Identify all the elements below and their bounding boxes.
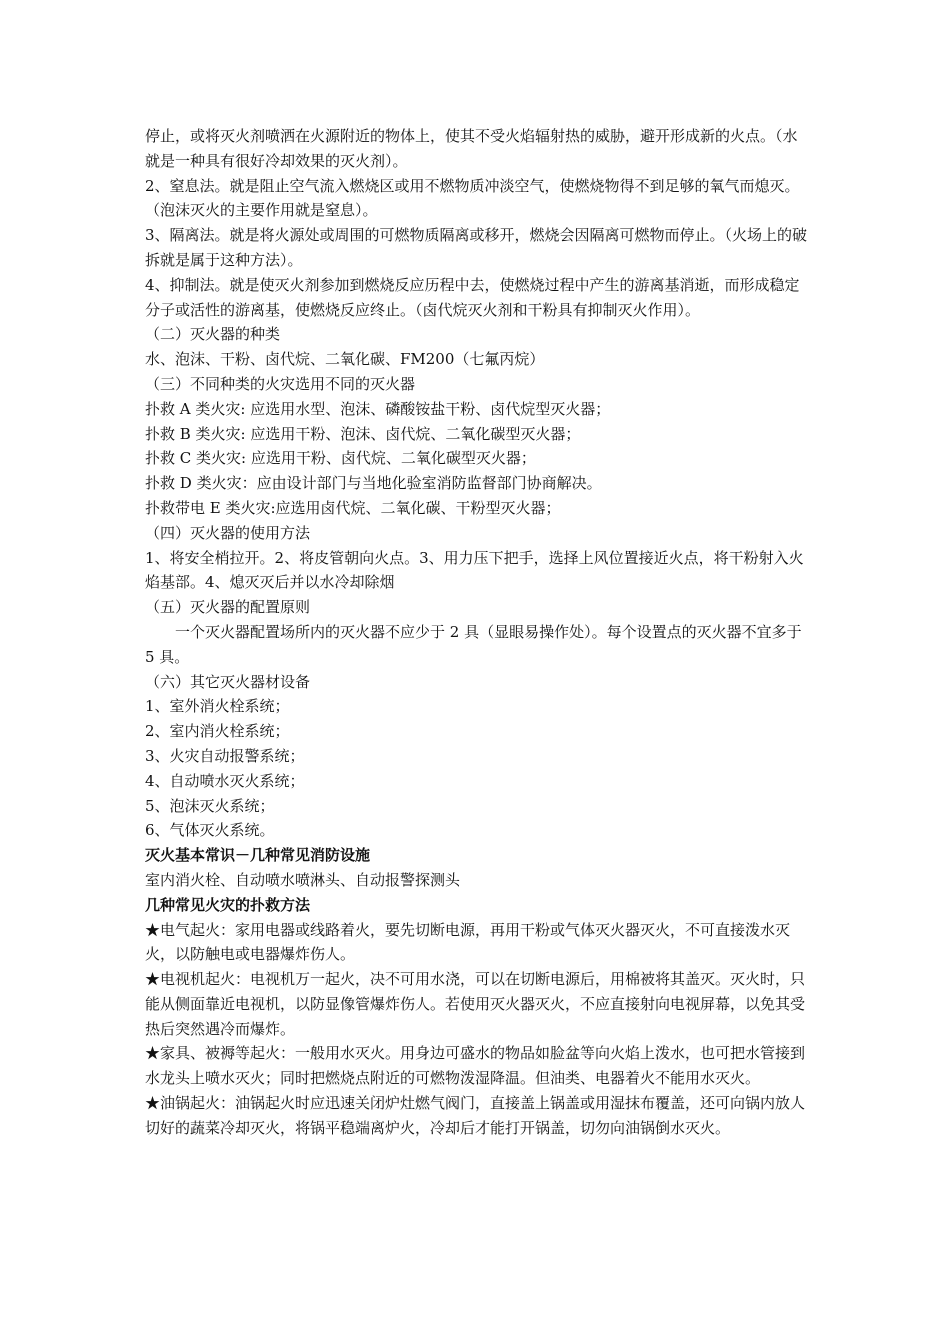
facilities-text: 室内消火栓、自动喷水喷淋头、自动报警探测头	[145, 870, 461, 889]
list-item: 6、气体灭火系统。	[145, 821, 275, 840]
rescue-item: ★电视机起火：电视机万一起火，决不可用水浇，可以在切断电源后，用棉被将其盖灭。灭火时，只能从侧面靠近电视机，以防显像管爆炸伤人。若使用灭火器灭火，不应直接射向电视屏幕，以免其受热后突然遇冷而爆炸。	[145, 970, 806, 1038]
paragraph: 2、窒息法。就是阻止空气流入燃烧区或用不燃物质冲淡空气，使燃烧物得不到足够的氧气而熄灭。（泡沫灭火的主要作用就是窒息）。	[145, 176, 800, 220]
rescue-item: ★电气起火：家用电器或线路着火，要先切断电源，再用干粉或气体灭火器灭火，不可直接泼水灭火，以防触电或电器爆炸伤人。	[145, 920, 791, 964]
rescue-heading: 几种常见火灾的扑救方法	[145, 895, 311, 914]
list-item: 2、室内消火栓系统；	[145, 722, 290, 741]
section-heading: （六）其它灭火器材设备	[145, 672, 311, 691]
paragraph: 扑救 B 类火灾: 应选用干粉、泡沫、卤代烷、二氧化碳型灭火器；	[145, 424, 581, 443]
list-item: 1、室外消火栓系统；	[145, 697, 290, 716]
paragraph: 1、将安全梢拉开。2、将皮管朝向火点。3、用力压下把手，选择上风位置接近火点，将干粉射入火焰基部。4、熄灭灭后并以水冷却除烟	[145, 548, 804, 592]
section-heading: （三）不同种类的火灾选用不同的灭火器	[145, 374, 416, 393]
list-item: 4、自动喷水灭火系统；	[145, 771, 305, 790]
section-heading: （二）灭火器的种类	[145, 325, 281, 344]
rescue-item: ★油锅起火：油锅起火时应迅速关闭炉灶燃气阀门，直接盖上锅盖或用湿抹布覆盖，还可向锅内放人切好的蔬菜冷却灭火，将锅平稳端离炉火，冷却后才能打开锅盖，切勿向油锅倒水灭火。	[145, 1094, 806, 1137]
paragraph: 扑救 D 类火灾：应由设计部门与当地化验室消防监督部门协商解决。	[145, 474, 602, 493]
paragraph: 停止，或将灭火剂喷洒在火源附近的物体上，使其不受火焰辐射热的威胁，避开形成新的火点。（水就是一种具有很好冷却效果的灭火剂）。	[145, 127, 798, 170]
paragraph: 3、隔离法。就是将火源处或周围的可燃物质隔离或移开，燃烧会因隔离可燃物而停止。（火场上的破拆就是属于这种方法）。	[145, 226, 808, 269]
rescue-item: ★家具、被褥等起火：一般用水灭火。用身边可盛水的物品如脸盆等向火焰上泼水，也可把水管接到水龙头上喷水灭火；同时把燃烧点附近的可燃物泼湿降温。但油类、电器着火不能用水灭火。	[145, 1044, 806, 1088]
list-item: 5、泡沫灭火系统；	[145, 796, 275, 815]
section-heading: （五）灭火器的配置原则	[145, 598, 311, 617]
section-heading: （四）灭火器的使用方法	[145, 523, 311, 542]
paragraph: 扑救 A 类火灾: 应选用水型、泡沫、磷酸铵盐干粉、卤代烷型灭火器；	[145, 399, 611, 418]
paragraph: 扑救带电 E 类火灾:应选用卤代烷、二氧化碳、干粉型灭火器；	[145, 498, 561, 517]
config-paragraph: 一个灭火器配置场所内的灭火器不应少于 2 具（显眼易操作处）。每个设置点的灭火器不宜多于 5 具。	[145, 622, 802, 666]
facilities-heading: 灭火基本常识－几种常见消防设施	[145, 846, 371, 865]
paragraph: 扑救 C 类火灾: 应选用干粉、卤代烷、二氧化碳型灭火器；	[145, 449, 536, 468]
document-body	[145, 124, 811, 1141]
paragraph: 4、抑制法。就是使灭火剂参加到燃烧反应历程中去，使燃烧过程中产生的游离基消逝，而形成稳定分子或活性的游离基，使燃烧反应终止。（卤代烷灭火剂和干粉具有抑制灭火作用）。	[145, 275, 800, 319]
paragraph: 水、泡沫、干粉、卤代烷、二氧化碳、FM200（七氟丙烷）	[145, 350, 545, 369]
list-item: 3、火灾自动报警系统；	[145, 746, 305, 765]
